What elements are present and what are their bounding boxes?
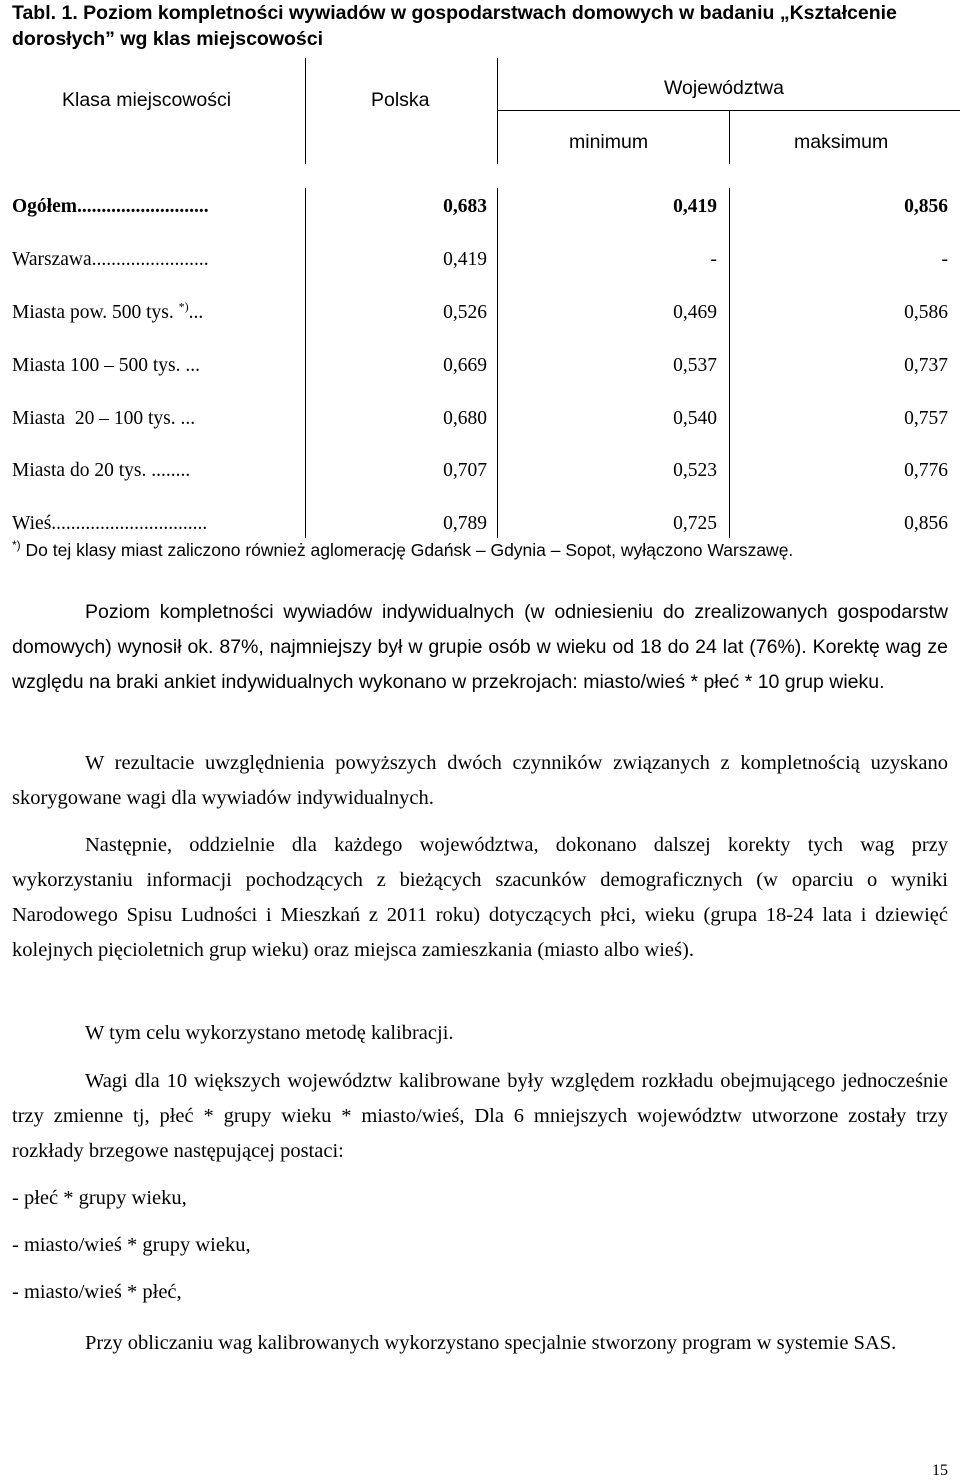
cell-polska: 0,789: [443, 513, 487, 534]
table-footnote: *) Do tej klasy miast zaliczono również aglomerację Gdańsk – Gdynia – Sopot, wyłączono Warszawę.: [12, 538, 794, 560]
list-item: - miasto/wieś * płeć,: [12, 1281, 182, 1303]
row-label: Ogółem...........................: [12, 196, 209, 217]
cell-max: 0,856: [904, 513, 948, 534]
cell-min: 0,419: [673, 196, 717, 217]
header-divider-3: [729, 110, 730, 164]
footnote-marker: *): [12, 538, 21, 553]
cell-min: 0,725: [673, 513, 717, 534]
cell-max: 0,776: [904, 460, 948, 481]
cell-max: -: [941, 249, 948, 270]
header-divider-2: [497, 58, 498, 164]
cell-min: 0,469: [673, 302, 717, 323]
cell-polska: 0,526: [443, 302, 487, 323]
paragraph: Następnie, oddzielnie dla każdego województwa, dokonano dalszej korekty tych wag przy wykorzystaniu informacji pochodzących z bieżących szacunków demograficznych (w oparciu o wyniki Narodowego Spisu Ludności i Mieszkań z 2011 roku) dotyczących płci, wieku (grupa 18-24 lata i dziewięć kolejnych pięcioletnich grup wieku) oraz miejsca zamieszkania (miasto albo wieś).: [12, 834, 948, 961]
body-divider-3: [729, 188, 730, 538]
cell-polska: 0,419: [443, 249, 487, 270]
list-item: - płeć * grupy wieku,: [12, 1187, 187, 1209]
paragraph: W tym celu wykorzystano metodę kalibracji.: [85, 1022, 454, 1044]
header-klasa: Klasa miejscowości: [62, 89, 232, 111]
cell-polska: 0,680: [443, 408, 487, 429]
row-label: Miasta 100 – 500 tys. ...: [12, 355, 200, 376]
list-item: - miasto/wieś * grupy wieku,: [12, 1234, 251, 1256]
header-divider-1: [305, 58, 306, 164]
cell-polska: 0,683: [443, 196, 487, 217]
row-label: Wieś................................: [12, 513, 208, 534]
cell-max: 0,856: [904, 196, 948, 217]
header-minimum: minimum: [569, 131, 649, 153]
cell-max: 0,757: [904, 408, 948, 429]
header-polska: Polska: [371, 89, 430, 111]
row-label: Warszawa........................: [12, 249, 209, 270]
cell-min: 0,540: [673, 408, 717, 429]
cell-polska: 0,707: [443, 460, 487, 481]
header-wojewodztwa: Województwa: [664, 77, 784, 99]
cell-min: 0,523: [673, 460, 717, 481]
cell-min: 0,537: [673, 355, 717, 376]
paragraph: Wagi dla 10 większych województw kalibrowane były względem rozkładu obejmującego jednocześnie trzy zmienne tj, płeć * grupy wieku * miasto/wieś, Dla 6 mniejszych województw utworzone zostały trzy rozkłady brzegowe następującej postaci:: [12, 1070, 948, 1162]
body-divider-1: [305, 188, 306, 538]
cell-min: -: [710, 249, 717, 270]
paragraph: Przy obliczaniu wag kalibrowanych wykorzystano specjalnie stworzony program w systemie SAS.: [85, 1332, 897, 1354]
row-label: Miasta 20 – 100 tys. ...: [12, 408, 196, 429]
row-label: Miasta do 20 tys. ........: [12, 460, 191, 481]
paragraph: Poziom kompletności wywiadów indywidualnych (w odniesieniu do zrealizowanych gospodarstw domowych) wynosił ok. 87%, najmniejszy był w grupie osób w wieku od 18 do 24 lat (76%). Korektę wag ze względu na braki ankiet indywidualnych wykonano w przekrojach: miasto/wieś * płeć * 10 grup wieku.: [12, 601, 948, 693]
row-label: Miasta pow. 500 tys. *)...: [12, 299, 204, 323]
paragraph: W rezultacie uwzględnienia powyższych dwóch czynników związanych z kompletnością uzyskano skorygowane wagi dla wywiadów indywidualnych.: [12, 752, 948, 809]
body-divider-2: [497, 188, 498, 538]
cell-max: 0,737: [904, 355, 948, 376]
cell-max: 0,586: [904, 302, 948, 323]
header-maksimum: maksimum: [794, 131, 889, 153]
table-caption: Tabl. 1. Poziom kompletności wywiadów w gospodarstwach domowych w badaniu „Kształcenie dorosłych” wg klas miejscowości: [12, 2, 897, 50]
page-number: 15: [932, 1462, 948, 1479]
footnote-marker: *): [178, 299, 189, 314]
cell-polska: 0,669: [443, 355, 487, 376]
